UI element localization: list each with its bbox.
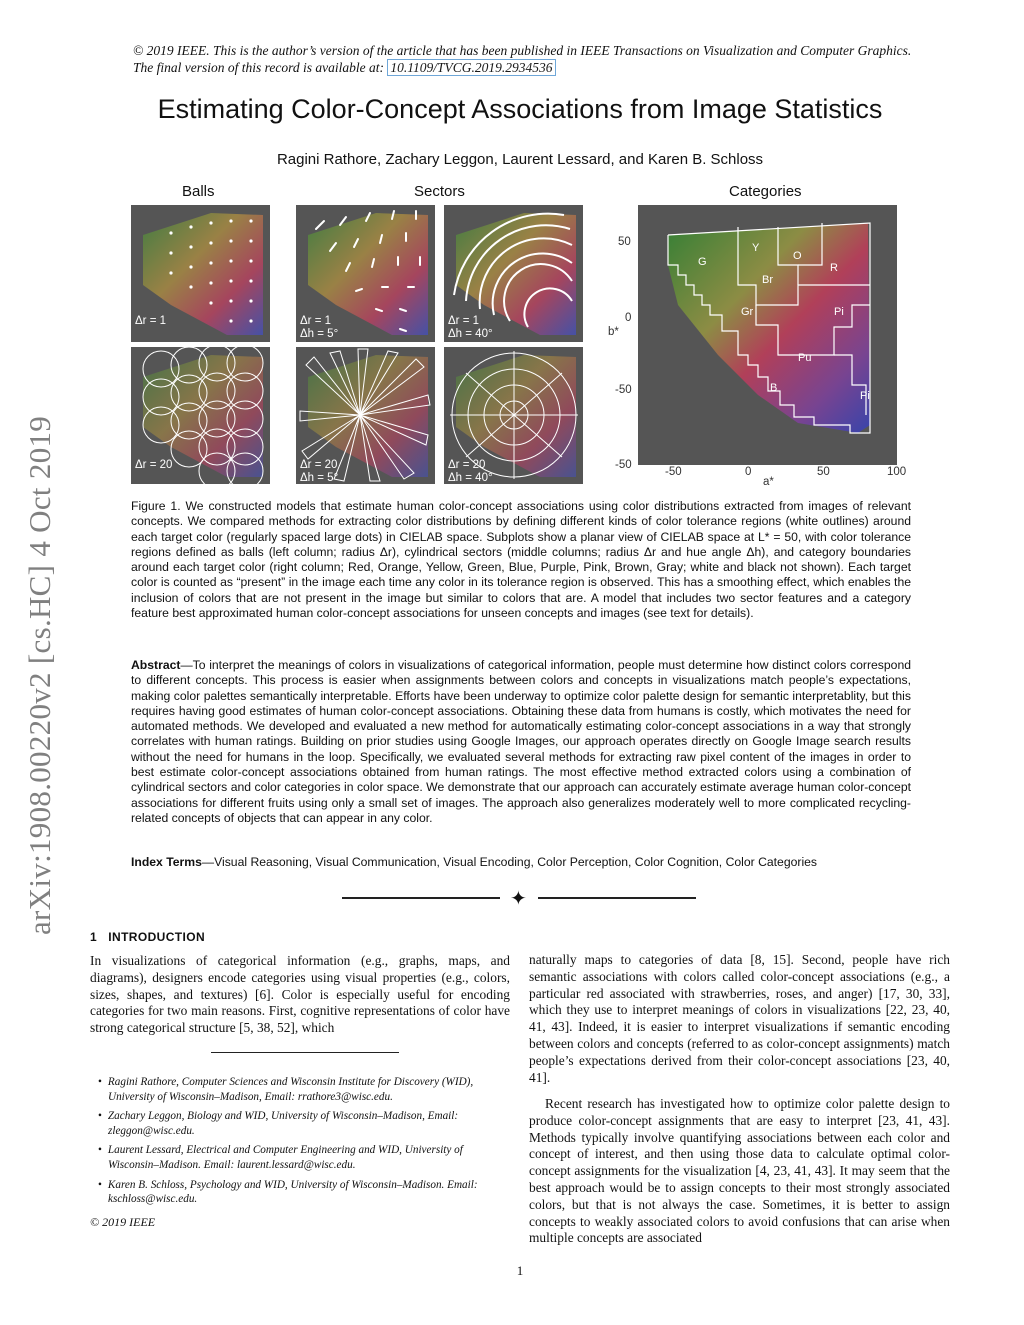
section-number: 1 (90, 930, 98, 944)
categories-panel (638, 205, 897, 465)
paper-title: Estimating Color-Concept Associations from Image Statistics (157, 94, 883, 124)
x-axis-label: a* (763, 476, 774, 488)
footnotes (90, 1075, 510, 1212)
balls-large-panel (131, 347, 270, 484)
arxiv-stamp: arXiv:1908.00220v2 [cs.HC] 4 Oct 2019 (22, 415, 57, 935)
cat-label-pu: Pu (798, 352, 812, 364)
sectors-small-40-r: Δr = 1 (448, 315, 480, 327)
index-terms-text: —Visual Reasoning, Visual Communication, Visual Encoding, Color Perception, Color Cognition, Color Categories (201, 855, 818, 869)
balls-large-label: Δr = 20 (135, 459, 173, 471)
cat-label-pi: Pi (834, 306, 844, 318)
balls-column-label: Balls (182, 183, 215, 200)
cat-label-gr: Gr (741, 306, 754, 318)
copyright-text: © 2019 IEEE. This is the author’s version of the article that has been published in IEEE Transactions on Visualization and Computer Graphics. The final version of this record is available at: (133, 43, 912, 75)
sectors-small-40-label (448, 315, 493, 341)
sectors-small-40-h: Δh = 40° (448, 328, 493, 340)
abstract-label: Abstract (131, 658, 181, 672)
sectors-large-5-r: Δr = 20 (300, 459, 338, 471)
y-axis-label: b* (608, 326, 619, 338)
cat-label-o: O (793, 250, 802, 262)
footer-copyright: © 2019 IEEE (90, 1215, 156, 1229)
footnote-item: • Karen B. Schloss, Psychology and WID, University of Wisconsin–Madison. Email: kschloss@wisc.edu. (90, 1178, 510, 1207)
x-tick-100: 100 (887, 466, 907, 478)
sectors-large-40-h: Δh = 40° (448, 472, 493, 484)
sectors-column-label: Sectors (414, 183, 465, 200)
index-terms (131, 855, 911, 869)
cat-label-br: Br (762, 274, 773, 286)
cat-label-r: R (830, 262, 838, 274)
section-title: INTRODUCTION (108, 930, 206, 944)
sectors-small-5-h: Δh = 5° (300, 328, 339, 340)
right-column-paragraph-2: Recent research has investigated how to optimize color palette design to produce color-concept assignments that are easy to interpret [23, 41, 43]. Methods typically involve quantifying associations between each color and concept of interest, and then using those data to calculate optimal color-concept assignments for the visualization [4, 23, 41, 43]. It may seem that the best approach would be to assign concepts to their most strongly associated colors, but that is not always the case. Sometimes, it is better to assign concepts to weakly associated colors to avoid confusions that can arise when multiple concepts are associated (529, 1096, 950, 1246)
categories-column-label: Categories (729, 183, 802, 200)
sectors-large-5-label (300, 459, 338, 485)
footnote-rule (211, 1052, 399, 1053)
cat-label-g: G (698, 256, 707, 268)
right-column-paragraph-1: naturally maps to categories of data [8, 15]. Second, people have rich semantic associations with colors called color-concept associations (e.g., a particular red associated with strawberries, roses, and anger) [17, 30, 33], which they use to interpret meanings of colors in visualizations [22, 23, 40, 41, 43]. Indeed, it is easier to interpret visualizations if semantic encoding between colors and concepts (referred to as color-concept assignments) match people’s expectations derived from their color-concept associations [23, 40, 41]. (529, 952, 950, 1085)
footnote-item: • Ragini Rathore, Computer Sciences and Wisconsin Institute for Discovery (WID), University of Wisconsin–Madison, Email: rrathore3@wisc.edu. (90, 1075, 510, 1104)
balls-small-panel (131, 205, 270, 342)
sectors-large-40-label (448, 459, 493, 485)
y-tick-neg50: -50 (615, 384, 632, 396)
sectors-small-40-panel (444, 205, 583, 342)
abstract (131, 658, 911, 826)
sectors-small-5-label (300, 315, 338, 341)
page-number: 1 (516, 1263, 524, 1278)
divider-right (538, 897, 696, 899)
sectors-large-5-panel (296, 347, 435, 484)
x-tick-0: 0 (745, 466, 752, 478)
x-tick-50: 50 (817, 466, 830, 478)
left-column-paragraph: In visualizations of categorical information (e.g., graphs, maps, and diagrams), designers encode categories using visual properties (e.g., colors, sizes, shapes, and textures) [6]. Color is especially useful for encoding categories for two main reasons. First, cognitive representations of color have strong categorical structure [5, 38, 52], which (90, 953, 510, 1036)
sectors-small-5-panel (296, 205, 435, 342)
sectors-small-5-r: Δr = 1 (300, 315, 332, 327)
section-heading (90, 930, 205, 944)
index-terms-label: Index Terms (131, 855, 202, 869)
y-tick-50: 50 (618, 236, 631, 248)
footnote-item: • Laurent Lessard, Electrical and Computer Engineering and WID, University of Wisconsin–Madison. Email: laurent.lessard@wisc.edu. (90, 1143, 510, 1172)
cat-label-b: B (770, 382, 778, 394)
sectors-large-40-r: Δr = 20 (448, 459, 486, 471)
doi-link[interactable]: 10.1109/TVCG.2019.2934536 (387, 59, 555, 76)
divider-left (342, 897, 500, 899)
y-tick-neg50-b: -50 (615, 459, 632, 471)
abstract-text: —To interpret the meanings of colors in visualizations of categorical information, people must determine how distinct colors correspond to different concepts. This process is easier when assignments between colors and concepts in visualizations match people’s expectations, making color palettes semantically interpretable. Efforts have been underway to optimize color palette design for semantic interpretablity, but this requires having good estimates of human color-concept associations. Obtaining these data from humans is costly, which motivates the need for automated methods. We developed and evaluated a new method for automatically estimating color-concept associations in a way that strongly correlates with human ratings. Building on prior studies using Google Images, our approach operates directly on Google Image search results without the need for humans in the loop. Specifically, we evaluated several methods for extracting raw pixel content of the images in order to best estimate color-concept associations obtained from human ratings. The most effective method extracted colors using a combination of cylindrical sectors and color categories in color space. We demonstrate that our approach can accurately estimate average human color-concept associations for different fruits using only a small set of images. The approach also generalizes moderately well to more complicated recycling-related concepts of objects that can appear in any color. (131, 658, 911, 825)
cat-label-y: Y (752, 242, 760, 254)
footnote-item: • Zachary Leggon, Biology and WID, University of Wisconsin–Madison, Email: zleggon@wisc.edu. (90, 1109, 510, 1138)
y-tick-0: 0 (625, 312, 632, 324)
divider-ornament-icon: ✦ (510, 888, 527, 910)
figure-caption: Figure 1. We constructed models that estimate human color-concept associations using color distributions extracted from images of relevant concepts. We compared methods for extracting color distributions by defining different kinds of color tolerance regions (white outlines) around each target color (regularly spaced large dots) in CIELAB space. Subplots show a planar view of CIELAB space at L* = 50, with color tolerance regions defined as balls (left column; radius Δr), cylindrical sectors (middle columns; radius Δr and hue angle Δh), and category boundaries around each target color (right column; Red, Orange, Yellow, Green, Blue, Purple, Pink, Brown, Gray; white and black not shown). Each target color is counted as “present” in the image each time any color in its tolerance region is observed. This has a smoothing effect, which enables the inclusion of colors that are not present in the image but similar to colors that are. A model that includes two sector features and a category feature best approximated human color-concept associations for unseen concepts and images (see text for details). (131, 499, 911, 621)
sectors-large-40-panel (444, 347, 583, 484)
categories-art (638, 205, 897, 465)
author-list: Ragini Rathore, Zachary Leggon, Laurent Lessard, and Karen B. Schloss (276, 151, 764, 168)
cat-label-pi2: Pi (860, 390, 870, 402)
copyright-notice (133, 42, 913, 76)
balls-small-label: Δr = 1 (135, 315, 167, 327)
x-tick-neg50: -50 (665, 466, 682, 478)
sectors-large-5-h: Δh = 5° (300, 472, 339, 484)
